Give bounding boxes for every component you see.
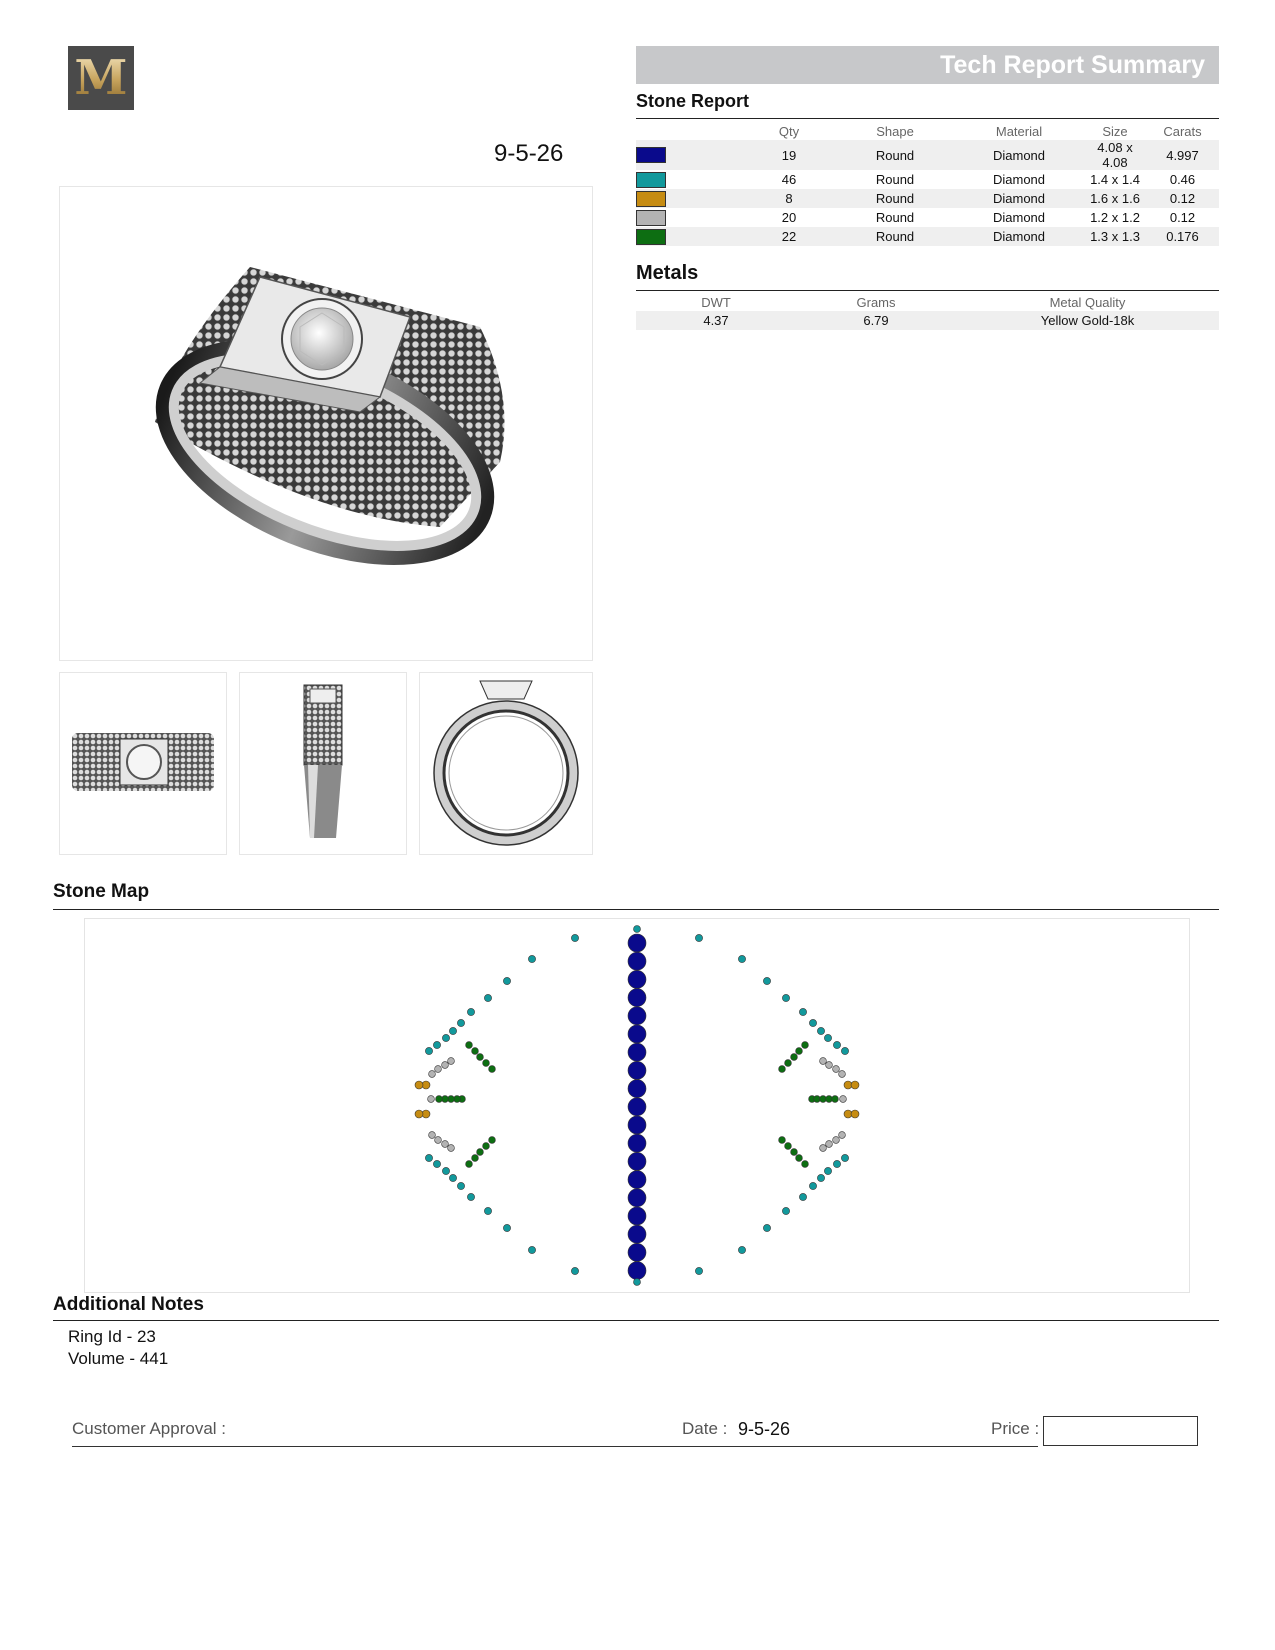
center-stone <box>628 1171 646 1189</box>
center-stone <box>628 1225 646 1243</box>
side-stone-gray <box>820 1058 827 1065</box>
column-header-carats: Carats <box>1163 123 1202 139</box>
stone-size: 1.4 x 1.4 <box>1090 172 1140 187</box>
center-stone <box>628 1152 646 1170</box>
accent-stone <box>782 994 789 1001</box>
side-stone-green <box>791 1149 798 1156</box>
stone-qty: 22 <box>742 227 836 246</box>
stone-color-swatch <box>636 210 666 226</box>
signature-line[interactable] <box>72 1446 1038 1447</box>
approval-date-value: 9-5-26 <box>738 1419 791 1439</box>
stone-report-header-row <box>636 122 1219 140</box>
center-stone <box>628 1061 646 1079</box>
accent-stone <box>503 977 510 984</box>
accent-stone <box>484 1207 491 1214</box>
side-stone-gray <box>428 1096 435 1103</box>
stone-row <box>636 227 1219 246</box>
ring-main-render <box>59 186 593 661</box>
stone-row <box>636 170 1219 189</box>
side-stone-green <box>472 1048 479 1055</box>
side-stone-orange <box>415 1081 423 1089</box>
center-stone <box>628 1007 646 1025</box>
side-stone-gray <box>448 1058 455 1065</box>
center-stone <box>628 1262 646 1280</box>
accent-stone <box>467 1193 474 1200</box>
accent-stone <box>571 1267 578 1274</box>
stone-shape: Round <box>875 172 915 187</box>
stone-size: 1.3 x 1.3 <box>1084 227 1146 246</box>
stone-carats: 0.12 <box>1169 210 1196 225</box>
stone-material: Diamond <box>992 172 1046 187</box>
date-label: Date : <box>682 1419 728 1438</box>
side-stone-gray <box>442 1141 449 1148</box>
accent-stone <box>824 1167 831 1174</box>
side-stone-green <box>785 1060 792 1067</box>
stone-size: 1.6 x 1.6 <box>1084 189 1146 208</box>
metal-quality: Yellow Gold-18k <box>956 311 1219 330</box>
center-stone <box>628 1134 646 1152</box>
order-date: 9-5-26 <box>494 140 564 167</box>
stone-qty: 19 <box>742 140 836 170</box>
stone-qty: 46 <box>781 172 797 187</box>
stone-carats: 0.176 <box>1146 227 1219 246</box>
report-title: Tech Report Summary <box>940 51 1205 79</box>
stone-color-swatch <box>636 229 666 245</box>
accent-stone <box>763 977 770 984</box>
side-stone-green <box>785 1143 792 1150</box>
metals-divider <box>636 290 1219 291</box>
side-stone-green <box>436 1096 443 1103</box>
accent-stone <box>833 1041 840 1048</box>
company-logo <box>68 46 134 110</box>
stone-color-swatch <box>636 147 666 163</box>
side-stone-green <box>477 1054 484 1061</box>
side-stone-gray <box>833 1137 840 1144</box>
stone-map-divider <box>53 909 1219 910</box>
side-stone-green <box>779 1066 786 1073</box>
side-stone-green <box>802 1161 809 1168</box>
stone-material: Diamond <box>992 210 1046 225</box>
side-stone-gray <box>448 1145 455 1152</box>
center-stone <box>628 970 646 988</box>
side-stone-green <box>832 1096 839 1103</box>
accent-stone <box>695 934 702 941</box>
ring-side-view-thumbnail[interactable] <box>239 672 407 855</box>
side-stone-green <box>472 1155 479 1162</box>
side-stone-green <box>477 1149 484 1156</box>
stone-carats: 0.46 <box>1169 172 1196 187</box>
accent-stone <box>442 1167 449 1174</box>
side-stone-green <box>489 1066 496 1073</box>
accent-stone <box>841 1154 848 1161</box>
stone-row <box>636 189 1219 208</box>
stone-shape: Round <box>836 227 954 246</box>
side-stone-gray <box>826 1062 833 1069</box>
stone-color-swatch <box>636 172 666 188</box>
column-header-shape: Shape <box>876 123 914 139</box>
side-stone-orange <box>851 1110 859 1118</box>
report-title-bar <box>636 46 1219 84</box>
side-stone-green <box>483 1060 490 1067</box>
side-stone-green <box>466 1161 473 1168</box>
accent-stone <box>809 1019 816 1026</box>
stone-map-diagram <box>84 918 1190 1293</box>
ring-top-view-thumbnail[interactable] <box>59 672 227 855</box>
accent-stone <box>503 1224 510 1231</box>
stone-material: Diamond <box>954 140 1084 170</box>
stone-qty: 8 <box>742 189 836 208</box>
accent-stone <box>799 1008 806 1015</box>
column-header-dwt: DWT <box>701 294 731 310</box>
metal-dwt: 4.37 <box>636 311 796 330</box>
stone-material: Diamond <box>954 227 1084 246</box>
side-stone-gray <box>435 1137 442 1144</box>
center-stone <box>628 1098 646 1116</box>
column-header-grams: Grams <box>856 294 896 310</box>
price-field[interactable] <box>1043 1416 1198 1446</box>
accent-stone <box>817 1174 824 1181</box>
side-stone-green <box>796 1155 803 1162</box>
center-stone <box>628 1207 646 1225</box>
accent-stone <box>425 1154 432 1161</box>
side-stone-gray <box>833 1066 840 1073</box>
additional-notes-title: Additional Notes <box>53 1294 204 1315</box>
accent-stone <box>449 1027 456 1034</box>
column-header-material: Material <box>995 123 1043 139</box>
note-volume: Volume - 441 <box>68 1349 169 1368</box>
accent-stone <box>833 1160 840 1167</box>
side-stone-green <box>779 1137 786 1144</box>
stone-shape: Round <box>836 140 954 170</box>
center-stone <box>628 1243 646 1261</box>
accent-stone <box>695 1267 702 1274</box>
accent-stone <box>442 1034 449 1041</box>
side-stone-gray <box>820 1145 827 1152</box>
accent-stone <box>809 1182 816 1189</box>
stone-material: Diamond <box>954 189 1084 208</box>
accent-stone <box>528 1246 535 1253</box>
column-header-metal-quality: Metal Quality <box>1049 294 1126 310</box>
stone-row <box>636 140 1219 170</box>
side-stone-gray <box>839 1132 846 1139</box>
stone-color-swatch <box>636 191 666 207</box>
stone-report-table <box>636 122 1219 246</box>
metal-grams: 6.79 <box>796 311 956 330</box>
side-stone-gray <box>839 1071 846 1078</box>
side-stone-gray <box>429 1132 436 1139</box>
side-stone-green <box>483 1143 490 1150</box>
side-stone-gray <box>435 1066 442 1073</box>
accent-stone <box>738 1246 745 1253</box>
stone-qty: 20 <box>781 210 797 225</box>
accent-stone <box>817 1027 824 1034</box>
accent-stone <box>841 1047 848 1054</box>
center-stone <box>628 952 646 970</box>
center-stone <box>628 1025 646 1043</box>
column-header-qty: Qty <box>778 123 800 139</box>
metals-table <box>636 293 1219 330</box>
side-stone-gray <box>826 1141 833 1148</box>
accent-stone <box>449 1174 456 1181</box>
accent-stone <box>634 926 641 933</box>
center-stone <box>628 1116 646 1134</box>
accent-stone <box>782 1207 789 1214</box>
stone-report-title: Stone Report <box>636 91 750 111</box>
logo-letter: M <box>74 50 128 106</box>
side-stone-green <box>796 1048 803 1055</box>
stone-shape: Round <box>875 210 915 225</box>
side-stone-green <box>791 1054 798 1061</box>
center-stone <box>628 1080 646 1098</box>
metals-row <box>636 311 1219 330</box>
notes-body <box>68 1326 168 1370</box>
center-stone <box>628 1043 646 1061</box>
customer-approval-label: Customer Approval : <box>72 1419 227 1438</box>
stone-row <box>636 208 1219 227</box>
accent-stone <box>457 1182 464 1189</box>
stone-carats: 0.12 <box>1146 189 1219 208</box>
metals-title: Metals <box>636 262 699 284</box>
accent-stone <box>763 1224 770 1231</box>
accent-stone <box>799 1193 806 1200</box>
accent-stone <box>467 1008 474 1015</box>
side-stone-orange <box>415 1110 423 1118</box>
accent-stone <box>528 955 535 962</box>
side-stone-gray <box>442 1062 449 1069</box>
ring-front-view-thumbnail[interactable] <box>419 672 593 855</box>
accent-stone <box>425 1047 432 1054</box>
price-label: Price : <box>991 1419 1040 1438</box>
side-stone-gray <box>429 1071 436 1078</box>
center-stone <box>628 1189 646 1207</box>
stone-shape: Round <box>836 189 954 208</box>
side-stone-green <box>466 1042 473 1049</box>
accent-stone <box>571 934 578 941</box>
center-stone <box>628 934 646 952</box>
side-stone-green <box>489 1137 496 1144</box>
stone-map-svg <box>85 919 1189 1292</box>
stone-size: 4.08 x 4.08 <box>1084 140 1146 170</box>
accent-stone <box>824 1034 831 1041</box>
stone-size: 1.2 x 1.2 <box>1090 210 1140 225</box>
column-header-size: Size <box>1102 123 1128 139</box>
metals-header-row <box>636 293 1219 311</box>
stone-report-divider <box>636 118 1219 119</box>
note-ring-id: Ring Id - 23 <box>68 1327 156 1346</box>
accent-stone <box>484 994 491 1001</box>
accent-stone <box>634 1279 641 1286</box>
accent-stone <box>433 1160 440 1167</box>
side-stone-gray <box>840 1096 847 1103</box>
stone-map-title: Stone Map <box>53 881 150 902</box>
side-stone-green <box>802 1042 809 1049</box>
accent-stone <box>433 1041 440 1048</box>
accent-stone <box>738 955 745 962</box>
stone-carats: 4.997 <box>1146 140 1219 170</box>
accent-stone <box>457 1019 464 1026</box>
center-stone <box>628 989 646 1007</box>
notes-divider <box>53 1320 1219 1321</box>
side-stone-orange <box>851 1081 859 1089</box>
